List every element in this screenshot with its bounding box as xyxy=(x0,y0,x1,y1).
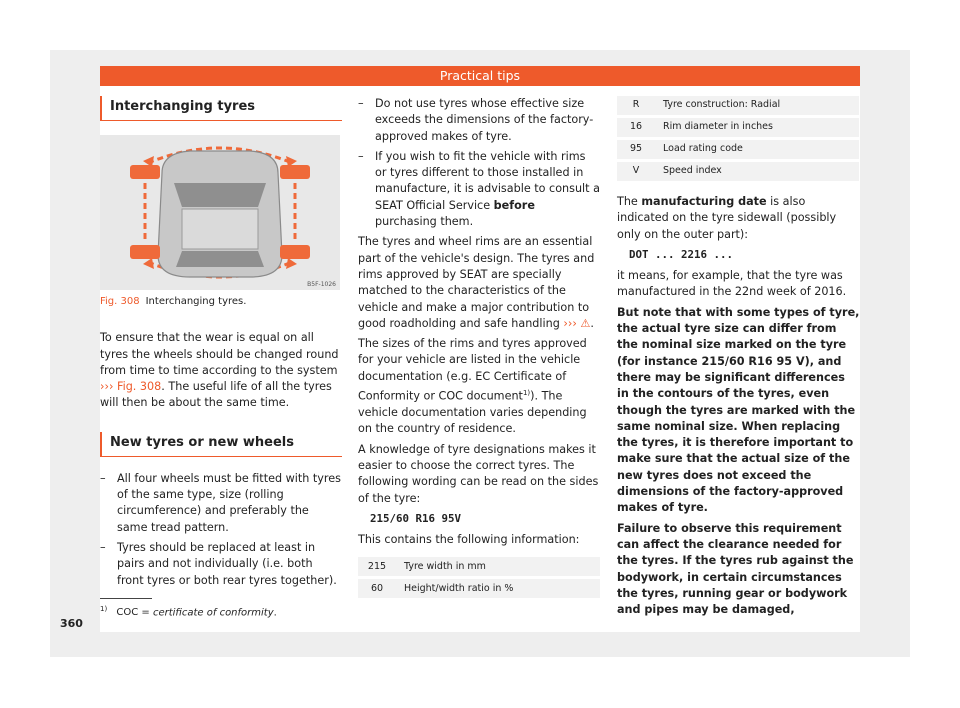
text: is also indicated on the tyre sidewall (possibly only on the outer part): xyxy=(617,195,837,241)
section-heading-new-tyres: New tyres or new wheels xyxy=(100,432,342,457)
table-row: V Speed index xyxy=(617,162,859,181)
text: . The useful life of all the tyres will then be about the same time. xyxy=(100,380,332,410)
column-1 xyxy=(100,96,342,593)
table-row: 60 Height/width ratio in % xyxy=(358,579,600,598)
bullet-list-1 xyxy=(100,471,342,589)
paragraph-info: This contains the following information: xyxy=(358,533,580,547)
bold-text: manufacturing date xyxy=(641,195,767,208)
car-top-view-illustration xyxy=(100,135,340,290)
text: The xyxy=(617,195,638,208)
paragraph-manufacturing-date xyxy=(617,194,860,243)
list-item xyxy=(358,149,600,230)
warning-icon[interactable]: ⚠ xyxy=(580,316,591,330)
tyre-front-left xyxy=(130,165,160,179)
text: The sizes of the rims and tyres approved for your vehicle are listed in the vehicle documentation (e.g. EC Certificate of Conformity or COC document xyxy=(358,337,587,403)
chapter-header: Practical tips xyxy=(100,66,860,86)
warning-link[interactable]: ››› xyxy=(563,316,577,330)
footnote-divider xyxy=(100,598,152,599)
figure-code: B5F-1026 xyxy=(307,281,336,288)
paragraph-week: it means, for example, that the tyre was manufactured in the 22nd week of 2016. xyxy=(617,269,847,299)
bullet-list-2 xyxy=(358,96,600,230)
text: purchasing them. xyxy=(375,215,474,229)
text: ). The vehicle documentation varies depending on the country of residence. xyxy=(358,389,587,436)
footnote-mark: 1) xyxy=(100,605,108,613)
tyre-code: 215/60 R16 95V xyxy=(370,511,462,525)
text: COC = xyxy=(116,607,153,619)
footnote xyxy=(100,605,277,618)
paragraph-rims: The tyres and wheel rims are an essential part of the vehicle's design. The tyres and rims approved by SEAT are specially matched to the characteristics of the vehicle and make a major contribution to good roadholding and safe handling ››› ⚠. xyxy=(358,235,595,330)
page-number: 360 xyxy=(60,617,83,630)
italic-text: certificate of conformity xyxy=(152,607,274,619)
tyre-front-right xyxy=(280,165,310,179)
figure-number: Fig. 308 xyxy=(100,296,140,307)
table-row: 16 Rim diameter in inches xyxy=(617,118,859,137)
tyre-rear-left xyxy=(130,245,160,259)
spec-table-1 xyxy=(358,554,600,601)
tyre-rear-right xyxy=(280,245,310,259)
figure-caption xyxy=(100,294,342,310)
text: . xyxy=(273,607,277,619)
list-item: – Tyres should be replaced at least in pairs and not individually (i.e. both front tyres or both rear tyres together). xyxy=(100,540,342,589)
list-item: – All four wheels must be fitted with tyres of the same type, size (rolling circumference) and preferably the same tread pattern. xyxy=(100,471,342,536)
table-row: R Tyre construction: Radial xyxy=(617,96,859,115)
paragraph-sizes xyxy=(358,336,600,438)
section-heading-interchanging: Interchanging tyres xyxy=(100,96,342,121)
figure-link[interactable]: ››› Fig. 308 xyxy=(100,380,162,394)
column-2 xyxy=(358,96,600,601)
paragraph-note: But note that with some types of tyre, the actual tyre size can differ from the nominal size marked on the tyre (for instance 215/60 R16 95 V), and there may be significant differences in the contours of the tyres, even though the tyres are marked with the same nominal size. When replacing the tyres, it is therefore important to make sure that the actual size of the new tyres does not exceed the dimensions of the factory-approved makes of tyre. xyxy=(617,305,860,515)
footnote-ref: 1) xyxy=(522,389,531,398)
text: If you wish to fit the vehicle with rims or tyres different to those installed in manufacture, it is advisable to consult a SEAT Official Service xyxy=(375,149,600,212)
text: To ensure that the wear is equal on all tyres the wheels should be changed round from time to time according to the system xyxy=(100,331,339,377)
column-3 xyxy=(617,96,860,622)
spec-table-2 xyxy=(617,93,859,184)
figure-308 xyxy=(100,135,340,290)
figure-caption-text: Interchanging tyres. xyxy=(145,296,247,307)
bold-text: before xyxy=(493,198,535,212)
text: The tyres and wheel rims are an essential part of the vehicle's design. The tyres and rims approved by SEAT are specially matched to the characteristics of the vehicle and make a major contribution to good roadholding and safe handling xyxy=(358,235,595,330)
list-item: – Do not use tyres whose effective size exceeds the dimensions of the factory-approved makes of tyre. xyxy=(358,96,600,145)
paragraph-failure: Failure to observe this requirement can affect the clearance needed for the tyres. If the tyres rub against the bodywork, in certain circumstances the tyres, running gear or bodywork and pipes may be damaged, xyxy=(617,521,854,617)
table-row: 95 Load rating code xyxy=(617,140,859,159)
paragraph-designations: A knowledge of tyre designations makes it easier to choose the correct tyres. The following wording can be read on the sides of the tyre: xyxy=(358,442,599,505)
table-row: 215 Tyre width in mm xyxy=(358,557,600,576)
dot-code: DOT ... 2216 ... xyxy=(629,247,734,261)
paragraph-wear xyxy=(100,330,342,411)
